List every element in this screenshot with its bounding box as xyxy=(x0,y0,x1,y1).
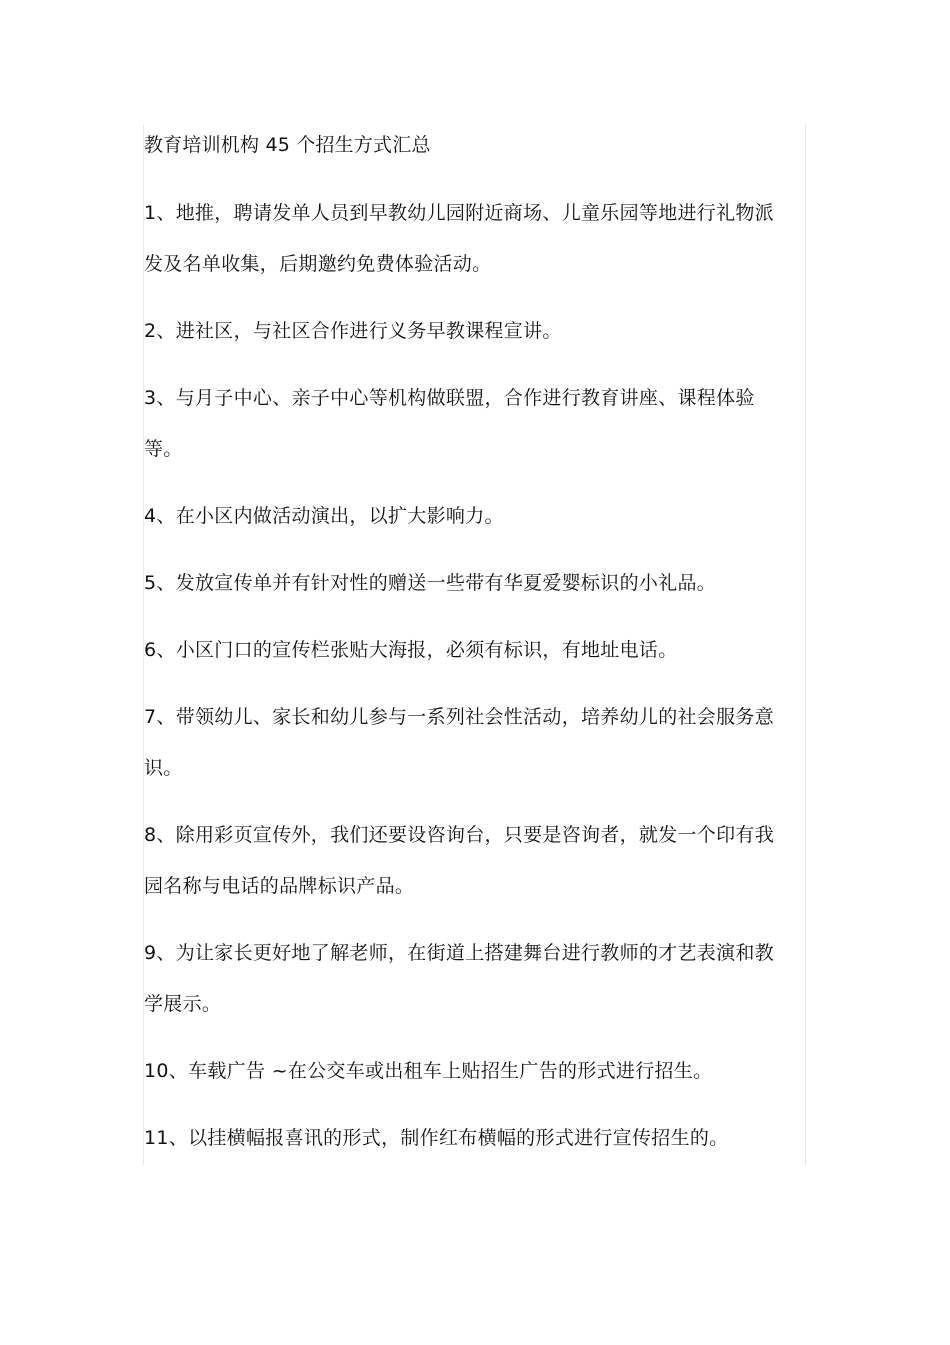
list-item-2: 2、进社区，与社区合作进行义务早教课程宣讲。 xyxy=(144,320,562,342)
list-item-4: 4、在小区内做活动演出，以扩大影响力。 xyxy=(144,505,504,527)
document-title: 教育培训机构 45 个招生方式汇总 xyxy=(144,134,431,156)
list-item-8: 8、除用彩页宣传外，我们还要设咨询台，只要是咨询者，就发一个印有我园名称与电话的品牌标识产品。 xyxy=(144,824,774,897)
list-item-9: 9、为让家长更好地了解老师，在街道上搭建舞台进行教师的才艺表演和教学展示。 xyxy=(144,942,774,1015)
list-item-5: 5、发放宣传单并有针对性的赠送一些带有华夏爱婴标识的小礼品。 xyxy=(144,572,717,594)
list-item-3: 3、与月子中心、亲子中心等机构做联盟，合作进行教育讲座、课程体验等。 xyxy=(144,387,755,460)
right-margin-line xyxy=(805,125,806,1165)
list-item-10: 10、车载广告 ~在公交车或出租车上贴招生广告的形式进行招生。 xyxy=(144,1060,713,1082)
list-item-11: 11、以挂横幅报喜讯的形式，制作红布横幅的形式进行宣传招生的。 xyxy=(144,1127,729,1149)
list-item-7: 7、带领幼儿、家长和幼儿参与一系列社会性活动，培养幼儿的社会服务意识。 xyxy=(144,706,774,779)
list-item-1: 1、地推，聘请发单人员到早教幼儿园附近商场、儿童乐园等地进行礼物派发及名单收集，后期邀约免费体验活动。 xyxy=(144,202,774,275)
list-item-6: 6、小区门口的宣传栏张贴大海报，必须有标识，有地址电话。 xyxy=(144,639,678,661)
document-content xyxy=(144,126,784,1180)
